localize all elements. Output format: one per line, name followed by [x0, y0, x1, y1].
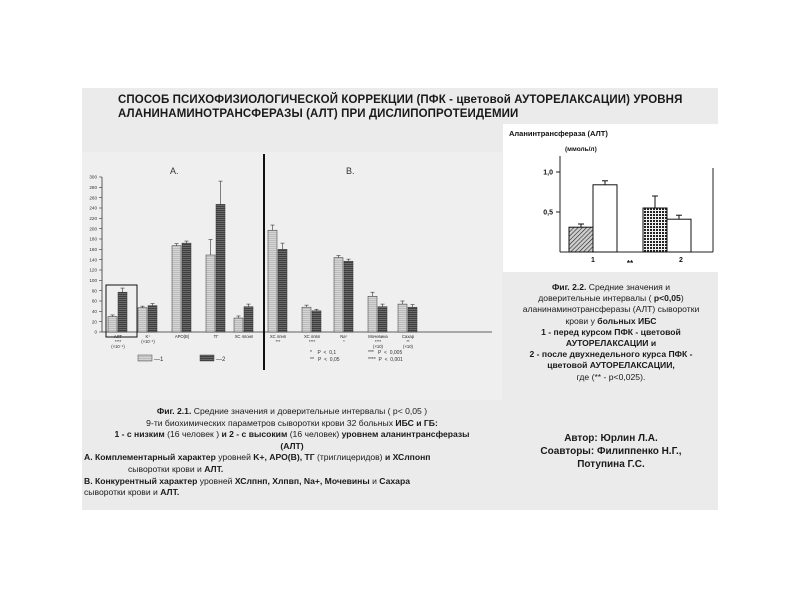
caption21-text-7a: В. Конкурентный характер [84, 475, 198, 486]
sig-note-2: ** P < 0,05 [310, 357, 340, 363]
fig22-bar-after [593, 185, 617, 252]
caption21-text-5a: А. Комплементарный характер [84, 452, 216, 463]
x-tick-label: ХС лпвп [303, 334, 321, 339]
caption22-line-8 [504, 360, 718, 371]
bar-2 [216, 204, 225, 332]
x-tick-labels [111, 334, 414, 349]
caption21-text-5d: (триглицеридов) [314, 452, 385, 463]
fig22-significance-marker: ** [626, 259, 634, 268]
bar-2 [182, 243, 191, 332]
x-tick-label: АЛТ [113, 334, 123, 339]
bar-2 [312, 311, 321, 332]
bars [108, 181, 417, 332]
caption21-text-8a: сыворотки крови и [84, 487, 161, 498]
y-tick-label: 60 [91, 298, 97, 304]
caption22-text-5: 1 - перед курсом ПФК - цветовой [541, 326, 681, 337]
bar-2 [278, 249, 287, 332]
sig-note-1: * P < 0,1 [310, 350, 337, 356]
y-tick-label: 180 [89, 236, 97, 242]
page-title [118, 93, 718, 121]
bar-2 [378, 307, 387, 332]
x-unit-label: (×10) [403, 344, 413, 349]
caption21-line-5 [84, 452, 500, 464]
sig-note-3: *** P < 0,005 [368, 350, 403, 356]
caption21-fig-label: Фиг. 2.1. [156, 406, 192, 416]
figure-2-2-chart [503, 124, 718, 272]
bar-1 [368, 296, 377, 332]
x-tick-label: Сахар [401, 334, 415, 339]
sig-note-4: **** P < 0,001 [368, 357, 403, 363]
y-tick-label: 260 [89, 195, 97, 201]
caption21-text-1: Средние значения и доверительные интервалы ( р< 0,05 ) [191, 406, 428, 416]
coauthors-line-1: Соавторы: Филиппенко Н.Г., [540, 446, 682, 457]
significance-marker: **** [114, 339, 122, 344]
fig22-bar-before [643, 208, 667, 252]
x-unit-label: (×10⁻¹) [141, 339, 155, 344]
caption21-text-7e: Сахара [379, 475, 410, 486]
x-tick-label: ХС лпонп [234, 334, 254, 339]
panel-a-label: А. [170, 166, 179, 176]
y-tick-label: 200 [89, 226, 97, 232]
fig22-bars [569, 181, 691, 252]
caption21-text-3a: 1 - с низким [114, 429, 165, 440]
legend-label-2: —2 [216, 357, 226, 363]
significance-marker: **** [374, 339, 382, 344]
author-line: Автор: Юрлин Л.А. [564, 433, 658, 444]
caption21-line-8 [84, 487, 500, 499]
bar-1 [398, 304, 407, 332]
caption22-text-1: Средние значения и [586, 282, 671, 292]
fig22-x-tick-label: 2 [679, 257, 683, 264]
caption21-line-7 [84, 476, 500, 488]
caption22-text-2b: р<0,05 [653, 293, 681, 304]
caption21-text-2: 9-ти биохимических параметров сыворотки крови 32 больных [146, 417, 396, 428]
y-tick-label: 100 [89, 277, 97, 283]
caption-figure-2-2 [504, 282, 718, 383]
caption22-text-4b: больных ИБС [597, 315, 657, 326]
bar-1 [138, 308, 147, 332]
caption21-text-7c: ХСлпнп, Хлпвп, Na+, Мочевины [234, 475, 370, 486]
caption21-line-1 [84, 406, 500, 418]
title-line-2: АЛАНИНАМИНОТРАНСФЕРАЗЫ (АЛТ) ПРИ ДИСЛИПОПРОТЕИДЕМИИ [118, 108, 519, 120]
bar-1 [206, 255, 215, 332]
significance-marker: ** [406, 339, 410, 344]
bar-1 [108, 317, 117, 333]
caption21-text-3e: уровнем аланинтрансферазы [341, 429, 470, 440]
significance-marker: **** [308, 339, 316, 344]
legend-swatch-2 [200, 355, 214, 361]
y-tick-label: 240 [89, 205, 97, 211]
y-tick-label: 140 [89, 257, 97, 263]
caption22-line-6 [504, 338, 718, 349]
bar-1 [172, 246, 181, 332]
bar-1 [234, 318, 243, 332]
caption22-text-4a: крови у [565, 315, 598, 326]
authors-block [506, 432, 716, 471]
x-unit-label: (×10⁻¹) [111, 344, 125, 349]
y-tick-label: 120 [89, 267, 97, 273]
bar-2 [344, 261, 353, 332]
fig22-bar-after [667, 219, 691, 252]
x-tick-label: K⁺ [145, 334, 151, 339]
caption22-line-4 [504, 316, 718, 327]
caption21-text-5c: K+, АРО(В), ТГ [253, 452, 315, 463]
caption22-text-2c: ) [680, 293, 684, 304]
caption21-line-2 [84, 418, 500, 430]
caption22-line-3: аланинаминотрансферазы (АЛТ) сыворотки [522, 304, 700, 315]
bar-2 [118, 292, 127, 332]
caption21-text-3d: (16 человек) [287, 429, 342, 440]
figure-2-2 [503, 124, 718, 272]
y-tick-label: 300 [89, 174, 97, 180]
x-unit-label: (×10) [373, 344, 383, 349]
fig22-title: Аланинтрансфераза (АЛТ) [509, 129, 608, 138]
caption21-text-3b: (16 человек ) [164, 429, 222, 440]
caption-figure-2-1 [84, 406, 500, 499]
y-tick-label: 220 [89, 215, 97, 221]
x-tick-label: ТГ [213, 334, 219, 339]
y-tick-label: 160 [89, 246, 97, 252]
fig22-y-tick-label: 0,5 [543, 209, 553, 217]
caption21-text-3c: и 2 - с высоким [221, 429, 288, 440]
caption21-line-4 [84, 441, 500, 453]
caption22-line-9: где (** - р<0,025). [576, 371, 646, 382]
x-tick-label: ХС лпнп [269, 334, 287, 339]
figure-2-1-chart [82, 152, 502, 400]
caption21-line-3 [84, 429, 500, 441]
caption21-text-5e: и ХСлпонп [384, 452, 431, 463]
caption21-text-6b: АЛТ. [204, 463, 224, 474]
coauthors-line-2: Потупина Г.С. [577, 459, 645, 470]
significance-marker: *** [275, 339, 281, 344]
caption22-text-6: АУТОРЕЛАКСАЦИИ и [565, 338, 657, 349]
fig22-y-unit: (ммоль/л) [565, 146, 597, 153]
y-tick-label: 0 [94, 329, 97, 335]
significance-notes [310, 350, 403, 363]
bar-2 [244, 307, 253, 332]
bar-2 [408, 307, 417, 332]
y-tick-label: 40 [91, 308, 97, 314]
legend-label-1: —1 [154, 357, 164, 363]
y-tick-label: 20 [91, 319, 97, 325]
fig22-x-tick-label: 1 [591, 257, 595, 264]
x-tick-label: Мочевина [368, 334, 388, 339]
fig22-y-tick-label: 1,0 [543, 169, 553, 177]
caption21-line-6 [84, 464, 500, 476]
caption22-text-8: цветовой АУТОРЕЛАКСАЦИИ, [547, 360, 675, 371]
figure-2-1 [82, 152, 502, 400]
y-tick-label: 280 [89, 184, 97, 190]
bar-2 [148, 306, 157, 332]
caption21-text-4: (АЛТ) [280, 440, 304, 451]
caption22-line-5 [504, 327, 718, 338]
y-tick-label: 80 [91, 288, 97, 294]
caption22-fig-label: Фиг. 2.2. [551, 282, 587, 292]
caption21-text-5b: уровней [215, 452, 254, 463]
caption22-text-7: 2 - после двухнедельного курса ПФК - [529, 349, 693, 360]
caption21-text-2b: ИБС и ГБ: [395, 417, 438, 428]
caption22-text-2a: доверительные интервалы ( [538, 293, 654, 304]
caption22-line-1 [504, 282, 718, 293]
bar-1 [334, 258, 343, 332]
bar-1 [268, 230, 277, 332]
fig22-bar-before [569, 227, 593, 252]
caption21-text-6a: сыворотки крови и [128, 463, 205, 474]
legend-swatch-1 [138, 355, 152, 361]
caption22-line-2 [504, 293, 718, 304]
x-tick-label: АРО(В) [174, 334, 190, 339]
caption21-text-7b: уровней [197, 475, 235, 486]
bar-1 [302, 307, 311, 332]
legend [138, 355, 226, 363]
panel-b-label: В. [346, 166, 355, 176]
significance-marker: * [343, 339, 345, 344]
caption22-line-7 [504, 349, 718, 360]
caption21-text-8b: АЛТ. [160, 487, 180, 498]
title-line-1: СПОСОБ ПСИХОФИЗИОЛОГИЧЕСКОЙ КОРРЕКЦИИ (ПФК - цветовой АУТОРЕЛАКСАЦИИ) УРОВНЯ [118, 94, 683, 106]
caption21-text-7d: и [369, 475, 380, 486]
x-tick-label: Na⁺ [340, 334, 348, 339]
